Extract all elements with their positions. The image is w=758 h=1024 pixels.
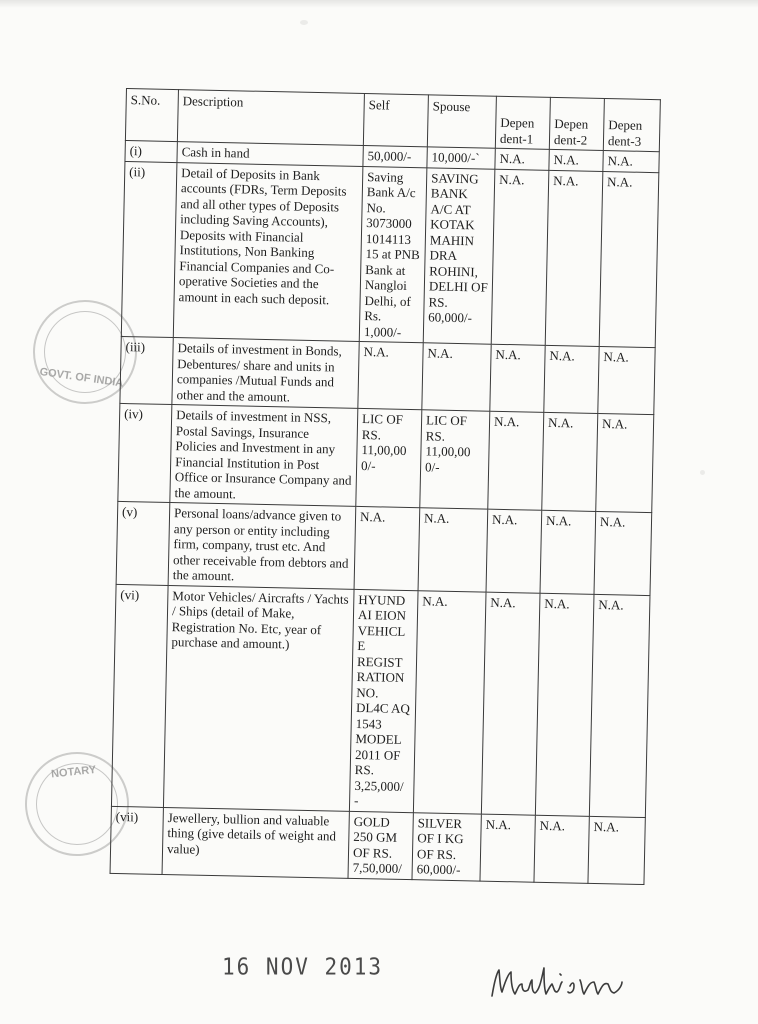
row-spouse: 10,000/-` bbox=[427, 147, 495, 169]
row-sno: (iii) bbox=[120, 336, 173, 404]
header-description: Description bbox=[177, 90, 364, 146]
header-dependent-2: Depen dent-2 bbox=[549, 97, 604, 150]
assets-table-container bbox=[110, 88, 661, 885]
row-dependent-2: N.A. bbox=[544, 345, 599, 413]
row-spouse: N.A. bbox=[422, 343, 491, 411]
row-dependent-2: N.A. bbox=[545, 170, 603, 347]
row-dependent-2: N.A. bbox=[549, 149, 603, 171]
row-dependent-1: N.A. bbox=[491, 169, 549, 346]
header-sno: S.No. bbox=[125, 89, 178, 142]
header-spouse: Spouse bbox=[427, 95, 496, 148]
row-dependent-3: N.A. bbox=[599, 171, 659, 348]
row-spouse: N.A. bbox=[413, 590, 486, 813]
row-self: GOLD 250 GM OF RS. 7,50,000/ bbox=[348, 811, 413, 879]
row-spouse: SILVER OF I KG OF RS. 60,000/- bbox=[412, 812, 481, 880]
seal-text: NOTARY bbox=[50, 763, 97, 781]
row-description: Jewellery, bullion and valuable thing (give details of weight and value) bbox=[162, 807, 349, 878]
row-description: Cash in hand bbox=[177, 142, 363, 166]
handwritten-signature bbox=[488, 962, 640, 1006]
row-spouse: N.A. bbox=[418, 508, 488, 592]
row-dependent-3: N.A. bbox=[598, 346, 655, 414]
row-sno: (i) bbox=[125, 140, 177, 162]
row-dependent-2: N.A. bbox=[535, 593, 594, 816]
row-sno: (vi) bbox=[111, 584, 168, 807]
date-stamp: 16 NOV 2013 bbox=[222, 953, 384, 981]
row-spouse: LIC OF RS. 11,00,00 0/- bbox=[420, 410, 490, 509]
row-dependent-3: N.A. bbox=[603, 151, 659, 173]
row-description: Motor Vehicles/ Aircrafts / Yachts / Ships (detail of Make, Registration No. Etc, year of purchase and amount.) bbox=[163, 585, 354, 811]
header-dependent-1: Depen dent-1 bbox=[495, 96, 550, 149]
scan-speck bbox=[300, 20, 308, 25]
row-dependent-3: N.A. bbox=[594, 511, 652, 595]
row-dependent-1: N.A. bbox=[495, 148, 549, 170]
row-self: N.A. bbox=[354, 506, 420, 590]
row-dependent-3: N.A. bbox=[596, 413, 654, 512]
row-dependent-3: N.A. bbox=[588, 816, 645, 884]
header-dependent-3: Depen dent-3 bbox=[603, 99, 660, 152]
row-sno: (ii) bbox=[121, 161, 177, 338]
row-description: Details of investment in Bonds, Debentures/ share and units in companies /Mutual Funds and other and the amount. bbox=[172, 338, 359, 409]
row-dependent-2: N.A. bbox=[534, 815, 589, 883]
row-description: Detail of Deposits in Bank accounts (FDRs, Term Deposits and all other types of Deposits including Saving Accounts), Deposits with Financial Institutions, Non Banking Financial Companies and Co-operative Societies and the amount in each such deposit. bbox=[173, 162, 363, 341]
table-row bbox=[120, 336, 655, 414]
table-row bbox=[116, 501, 652, 595]
row-self: N.A. bbox=[358, 341, 423, 409]
row-self: 50,000/- bbox=[363, 145, 427, 167]
seal-text: GOVT. OF INDIA bbox=[38, 365, 124, 390]
row-sno: (v) bbox=[116, 501, 170, 585]
row-self: Saving Bank A/c No. 3073000 1014113 15 at PNB Bank at Nangloi Delhi, of Rs. 1,000/- bbox=[359, 166, 427, 343]
row-dependent-2: N.A. bbox=[542, 412, 598, 511]
row-dependent-1: N.A. bbox=[490, 344, 545, 412]
row-spouse: SAVING BANK A/C AT KOTAK MAHIN DRA ROHINI, DELHI OF RS. 60,000/- bbox=[423, 167, 495, 344]
table-row bbox=[110, 806, 645, 884]
table-row bbox=[121, 161, 659, 348]
row-self: LIC OF RS. 11,00,00 0/- bbox=[356, 408, 422, 507]
row-dependent-3: N.A. bbox=[589, 594, 650, 817]
assets-declaration-table bbox=[110, 88, 661, 885]
row-self: HYUND AI EION VEHICL E REGIST RATION NO. DL4C AQ 1543 MODEL 2011 OF RS. 3,25,000/ - bbox=[349, 589, 418, 812]
table-row bbox=[111, 584, 650, 817]
row-sno: (iv) bbox=[118, 403, 172, 502]
row-dependent-2: N.A. bbox=[540, 510, 596, 594]
row-dependent-1: N.A. bbox=[488, 411, 544, 510]
scan-speck bbox=[700, 470, 705, 475]
header-self: Self bbox=[363, 93, 428, 146]
row-dependent-1: N.A. bbox=[481, 592, 540, 815]
row-description: Details of investment in NSS, Postal Savings, Insurance Policies and Investment in any Financial Institution in Post Office or Insurance Company and the amount. bbox=[170, 405, 358, 507]
table-row bbox=[118, 403, 654, 512]
row-description: Personal loans/advance given to any person or entity including firm, company, trust etc. And other receivable from debtors and the amount. bbox=[168, 503, 356, 589]
row-dependent-1: N.A. bbox=[480, 814, 535, 882]
row-sno: (vii) bbox=[110, 806, 163, 874]
scan-edge bbox=[0, 0, 758, 8]
row-dependent-1: N.A. bbox=[486, 509, 542, 593]
